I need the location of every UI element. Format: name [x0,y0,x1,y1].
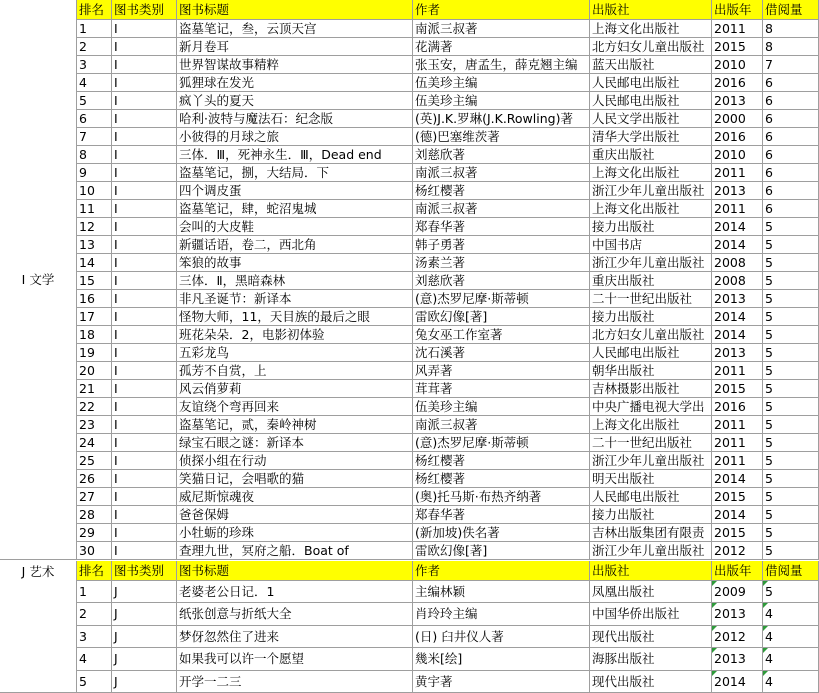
year-cell[interactable]: 2008 [712,254,763,272]
rank-cell[interactable]: 21 [77,380,112,398]
rank-cell[interactable]: 4 [77,648,112,670]
rank-cell[interactable]: 2 [77,603,112,625]
header-category[interactable]: 图书类别 [112,0,177,20]
title-cell[interactable]: 查理九世，冥府之船．Boat of [177,542,413,560]
rank-cell[interactable]: 2 [77,38,112,56]
category-cell[interactable]: I [112,236,177,254]
title-cell[interactable]: 盗墓笔记，肆，蛇沼鬼城 [177,200,413,218]
rank-cell[interactable]: 30 [77,542,112,560]
header-rank[interactable]: 排名 [77,0,112,20]
year-cell[interactable]: 2016 [712,128,763,146]
category-cell[interactable]: I [112,146,177,164]
rank-cell[interactable]: 3 [77,56,112,74]
rank-cell[interactable]: 22 [77,398,112,416]
loans-cell[interactable]: 7 [763,56,819,74]
category-cell[interactable]: I [112,398,177,416]
year-cell[interactable]: 2016 [712,74,763,92]
author-cell[interactable]: 刘慈欣著 [413,146,590,164]
category-cell[interactable]: I [112,326,177,344]
author-cell[interactable]: 刘慈欣著 [413,272,590,290]
author-cell[interactable]: 幾米[绘] [413,648,590,670]
header-title[interactable]: 图书标题 [177,0,413,20]
author-cell[interactable]: 汤素兰著 [413,254,590,272]
title-cell[interactable]: 疯丫头的夏天 [177,92,413,110]
loans-cell[interactable]: 5 [763,380,819,398]
author-cell[interactable]: 郑春华著 [413,506,590,524]
author-cell[interactable]: 主编林颖 [413,581,590,603]
loans-cell[interactable]: 5 [763,236,819,254]
title-cell[interactable]: 笨狼的故事 [177,254,413,272]
loans-cell[interactable]: 5 [763,362,819,380]
author-cell[interactable]: (德)巴塞维茨著 [413,128,590,146]
title-cell[interactable]: 盗墓笔记，捌，大结局．下 [177,164,413,182]
rank-cell[interactable]: 9 [77,164,112,182]
title-cell[interactable]: 狐狸球在发光 [177,74,413,92]
loans-cell[interactable]: 8 [763,20,819,38]
number-stored-as-text-indicator [712,626,717,631]
header-author[interactable]: 作者 [413,561,590,581]
title-cell[interactable]: 三体．Ⅲ，死神永生．Ⅲ，Dead end [177,146,413,164]
year-cell[interactable]: 2009 [712,581,763,603]
loans-cell[interactable]: 4 [763,603,819,625]
number-stored-as-text-indicator [763,671,768,676]
category-cell[interactable]: J [112,671,177,693]
loans-cell[interactable]: 5 [763,398,819,416]
category-cell[interactable]: I [112,38,177,56]
number-stored-as-text-indicator [763,581,768,586]
publisher-cell[interactable]: 浙江少年儿童出版社 [590,542,712,560]
category-cell[interactable]: I [112,128,177,146]
author-cell[interactable]: (新加坡)佚名著 [413,524,590,542]
category-cell[interactable]: I [112,200,177,218]
title-cell[interactable]: 会叫的大皮鞋 [177,218,413,236]
publisher-cell[interactable]: 中央广播电视大学出 [590,398,712,416]
loans-cell[interactable]: 6 [763,110,819,128]
publisher-cell[interactable]: 蓝天出版社 [590,56,712,74]
loans-cell[interactable]: 5 [763,470,819,488]
title-cell[interactable]: 绿宝石眼之谜：新译本 [177,434,413,452]
title-cell[interactable]: 班花朵朵．2，电影初体验 [177,326,413,344]
year-cell[interactable]: 2013 [712,344,763,362]
loans-cell[interactable]: 5 [763,326,819,344]
year-cell[interactable]: 2013 [712,92,763,110]
author-cell[interactable]: (意)杰罗尼摩·斯蒂顿 [413,434,590,452]
category-cell[interactable]: I [112,434,177,452]
rank-cell[interactable]: 26 [77,470,112,488]
loans-cell[interactable]: 5 [763,524,819,542]
loans-cell[interactable]: 5 [763,581,819,603]
rank-cell[interactable]: 14 [77,254,112,272]
header-publisher[interactable]: 出版社 [590,561,712,581]
number-stored-as-text-indicator [712,671,717,676]
loans-cell[interactable]: 6 [763,200,819,218]
rank-cell[interactable]: 1 [77,20,112,38]
year-cell[interactable]: 2013 [712,182,763,200]
rank-cell[interactable]: 7 [77,128,112,146]
publisher-cell[interactable]: 二十一世纪出版社 [590,290,712,308]
publisher-cell[interactable]: 人民文学出版社 [590,110,712,128]
year-cell[interactable]: 2011 [712,434,763,452]
loans-cell[interactable]: 5 [763,452,819,470]
category-cell[interactable]: I [112,470,177,488]
number-stored-as-text-indicator [712,603,717,608]
rank-cell[interactable]: 13 [77,236,112,254]
loans-cell[interactable]: 8 [763,38,819,56]
title-cell[interactable]: 哈利·波特与魔法石：纪念版 [177,110,413,128]
title-cell[interactable]: 威尼斯惊魂夜 [177,488,413,506]
category-cell[interactable]: I [112,92,177,110]
loans-cell[interactable]: 6 [763,182,819,200]
rank-cell[interactable]: 6 [77,110,112,128]
rank-cell[interactable]: 19 [77,344,112,362]
title-cell[interactable]: 笑猫日记，会唱歌的猫 [177,470,413,488]
author-cell[interactable]: 兔女巫工作室著 [413,326,590,344]
year-cell[interactable]: 2016 [712,398,763,416]
category-cell[interactable]: I [112,488,177,506]
author-cell[interactable]: 杨红樱著 [413,470,590,488]
title-cell[interactable]: 孤芳不自赏，上 [177,362,413,380]
year-cell[interactable]: 2015 [712,488,763,506]
year-cell[interactable]: 2014 [712,671,763,693]
author-cell[interactable]: 南派三叔著 [413,200,590,218]
author-cell[interactable]: 风弄著 [413,362,590,380]
header-author[interactable]: 作者 [413,0,590,20]
author-cell[interactable]: (英)J.K.罗琳(J.K.Rowling)著 [413,110,590,128]
category-cell[interactable]: I [112,56,177,74]
year-cell[interactable]: 2012 [712,542,763,560]
loans-cell[interactable]: 6 [763,164,819,182]
publisher-cell[interactable]: 浙江少年儿童出版社 [590,254,712,272]
title-cell[interactable]: 老婆老公日记．1 [177,581,413,603]
section-label[interactable]: J 艺术 [0,561,77,693]
author-cell[interactable]: (意)杰罗尼摩·斯蒂顿 [413,290,590,308]
publisher-cell[interactable]: 重庆出版社 [590,272,712,290]
author-cell[interactable]: 郑春华著 [413,218,590,236]
year-cell[interactable]: 2014 [712,326,763,344]
loans-cell[interactable]: 5 [763,542,819,560]
rank-cell[interactable]: 24 [77,434,112,452]
publisher-cell[interactable]: 中国书店 [590,236,712,254]
title-cell[interactable]: 爸爸保姆 [177,506,413,524]
author-cell[interactable]: 肖玲玲主编 [413,603,590,625]
publisher-cell[interactable]: 接力出版社 [590,308,712,326]
year-cell[interactable]: 2013 [712,603,763,625]
loans-cell[interactable]: 5 [763,506,819,524]
number-stored-as-text-indicator [712,581,717,586]
year-cell[interactable]: 2011 [712,20,763,38]
year-cell[interactable]: 2014 [712,308,763,326]
author-cell[interactable]: 雷欧幻像[著] [413,542,590,560]
year-cell[interactable]: 2014 [712,506,763,524]
loans-cell[interactable]: 4 [763,648,819,670]
rank-cell[interactable]: 20 [77,362,112,380]
author-cell[interactable]: 南派三叔著 [413,164,590,182]
title-cell[interactable]: 四个调皮蛋 [177,182,413,200]
category-cell[interactable]: I [112,344,177,362]
publisher-cell[interactable]: 上海文化出版社 [590,164,712,182]
publisher-cell[interactable]: 人民邮电出版社 [590,92,712,110]
title-cell[interactable]: 新月卷耳 [177,38,413,56]
title-cell[interactable]: 小彼得的月球之旅 [177,128,413,146]
author-cell[interactable]: 花满著 [413,38,590,56]
publisher-cell[interactable]: 吉林摄影出版社 [590,380,712,398]
category-cell[interactable]: I [112,20,177,38]
category-cell[interactable]: I [112,362,177,380]
year-cell[interactable]: 2000 [712,110,763,128]
publisher-cell[interactable]: 上海文化出版社 [590,200,712,218]
author-cell[interactable]: 茸茸著 [413,380,590,398]
loans-cell[interactable]: 5 [763,434,819,452]
title-cell[interactable]: 梦伢忽然住了进来 [177,626,413,648]
loans-cell[interactable]: 6 [763,92,819,110]
header-category[interactable]: 图书类别 [112,561,177,581]
category-cell[interactable]: I [112,416,177,434]
category-cell[interactable]: I [112,218,177,236]
rank-cell[interactable]: 27 [77,488,112,506]
title-cell[interactable]: 如果我可以许一个愿望 [177,648,413,670]
author-cell[interactable]: 伍美珍主编 [413,74,590,92]
year-cell[interactable]: 2013 [712,648,763,670]
publisher-cell[interactable]: 上海文化出版社 [590,416,712,434]
title-cell[interactable]: 开学一二三 [177,671,413,693]
title-cell[interactable]: 五彩龙鸟 [177,344,413,362]
category-cell[interactable]: J [112,581,177,603]
rank-cell[interactable]: 3 [77,626,112,648]
publisher-cell[interactable]: 现代出版社 [590,671,712,693]
category-cell[interactable]: J [112,648,177,670]
publisher-cell[interactable]: 吉林出版集团有限责 [590,524,712,542]
publisher-cell[interactable]: 浙江少年儿童出版社 [590,182,712,200]
year-cell[interactable]: 2011 [712,164,763,182]
header-year[interactable]: 出版年 [712,561,763,581]
publisher-cell[interactable]: 人民邮电出版社 [590,344,712,362]
year-cell[interactable]: 2014 [712,236,763,254]
category-cell[interactable]: I [112,308,177,326]
publisher-cell[interactable]: 接力出版社 [590,506,712,524]
loans-cell[interactable]: 6 [763,146,819,164]
publisher-cell[interactable]: 清华大学出版社 [590,128,712,146]
loans-cell[interactable]: 6 [763,74,819,92]
publisher-cell[interactable]: 海豚出版社 [590,648,712,670]
publisher-cell[interactable]: 人民邮电出版社 [590,74,712,92]
rank-cell[interactable]: 10 [77,182,112,200]
header-loans[interactable]: 借阅量 [763,561,819,581]
title-cell[interactable]: 怪物大师，11，天目族的最后之眼 [177,308,413,326]
rank-cell[interactable]: 18 [77,326,112,344]
publisher-cell[interactable]: 朝华出版社 [590,362,712,380]
year-cell[interactable]: 2015 [712,524,763,542]
category-cell[interactable]: I [112,164,177,182]
rank-cell[interactable]: 11 [77,200,112,218]
year-cell[interactable]: 2012 [712,626,763,648]
publisher-cell[interactable]: 二十一世纪出版社 [590,434,712,452]
year-cell[interactable]: 2010 [712,56,763,74]
loans-cell[interactable]: 5 [763,308,819,326]
year-cell[interactable]: 2014 [712,218,763,236]
publisher-cell[interactable]: 接力出版社 [590,218,712,236]
publisher-cell[interactable]: 中国华侨出版社 [590,603,712,625]
number-stored-as-text-indicator [763,648,768,653]
rank-cell[interactable]: 12 [77,218,112,236]
loans-cell[interactable]: 5 [763,272,819,290]
author-cell[interactable]: (奥)托马斯·布热齐纳著 [413,488,590,506]
category-cell[interactable]: I [112,506,177,524]
year-cell[interactable]: 2011 [712,452,763,470]
author-cell[interactable]: 杨红樱著 [413,452,590,470]
loans-cell[interactable]: 5 [763,290,819,308]
section-label[interactable]: I 文学 [0,0,77,560]
number-stored-as-text-indicator [712,648,717,653]
author-cell[interactable]: (日) 臼井仪人著 [413,626,590,648]
year-cell[interactable]: 2010 [712,146,763,164]
rank-cell[interactable]: 25 [77,452,112,470]
title-cell[interactable]: 小牡蛎的珍珠 [177,524,413,542]
category-cell[interactable]: I [112,542,177,560]
publisher-cell[interactable]: 北方妇女儿童出版社 [590,38,712,56]
loans-cell[interactable]: 6 [763,128,819,146]
title-cell[interactable]: 新疆话语，卷二，西北角 [177,236,413,254]
loans-cell[interactable]: 5 [763,416,819,434]
loans-cell[interactable]: 5 [763,218,819,236]
year-cell[interactable]: 2011 [712,416,763,434]
rank-cell[interactable]: 5 [77,92,112,110]
year-cell[interactable]: 2011 [712,200,763,218]
category-cell[interactable]: I [112,254,177,272]
author-cell[interactable]: 雷欧幻像[著] [413,308,590,326]
publisher-cell[interactable]: 现代出版社 [590,626,712,648]
rank-cell[interactable]: 8 [77,146,112,164]
header-year[interactable]: 出版年 [712,0,763,20]
title-cell[interactable]: 盗墓笔记，贰，秦岭神树 [177,416,413,434]
author-cell[interactable]: 沈石溪著 [413,344,590,362]
title-cell[interactable]: 三体．Ⅱ，黑暗森林 [177,272,413,290]
header-title[interactable]: 图书标题 [177,561,413,581]
year-cell[interactable]: 2013 [712,290,763,308]
category-cell[interactable]: I [112,110,177,128]
rank-cell[interactable]: 28 [77,506,112,524]
category-cell[interactable]: I [112,524,177,542]
rank-cell[interactable]: 23 [77,416,112,434]
title-cell[interactable]: 友谊绕个弯再回来 [177,398,413,416]
rank-cell[interactable]: 1 [77,581,112,603]
number-stored-as-text-indicator [763,626,768,631]
year-cell[interactable]: 2015 [712,380,763,398]
rank-cell[interactable]: 17 [77,308,112,326]
author-cell[interactable]: 伍美珍主编 [413,398,590,416]
year-cell[interactable]: 2011 [712,362,763,380]
rank-cell[interactable]: 5 [77,671,112,693]
author-cell[interactable]: 南派三叔著 [413,416,590,434]
header-loans[interactable]: 借阅量 [763,0,819,20]
rank-cell[interactable]: 15 [77,272,112,290]
publisher-cell[interactable]: 浙江少年儿童出版社 [590,452,712,470]
publisher-cell[interactable]: 上海文化出版社 [590,20,712,38]
title-cell[interactable]: 侦探小组在行动 [177,452,413,470]
title-cell[interactable]: 纸张创意与折纸大全 [177,603,413,625]
loans-cell[interactable]: 5 [763,344,819,362]
category-cell[interactable]: I [112,452,177,470]
loans-cell[interactable]: 5 [763,488,819,506]
title-cell[interactable]: 风云俏萝莉 [177,380,413,398]
loans-cell[interactable]: 4 [763,671,819,693]
rank-cell[interactable]: 29 [77,524,112,542]
publisher-cell[interactable]: 明天出版社 [590,470,712,488]
category-cell[interactable]: I [112,272,177,290]
category-cell[interactable]: I [112,182,177,200]
author-cell[interactable]: 杨红樱著 [413,182,590,200]
author-cell[interactable]: 张玉安，唐孟生，薛克翘主编 [413,56,590,74]
loans-cell[interactable]: 5 [763,254,819,272]
year-cell[interactable]: 2008 [712,272,763,290]
number-stored-as-text-indicator [763,603,768,608]
title-cell[interactable]: 世界智谋故事精粹 [177,56,413,74]
rank-cell[interactable]: 16 [77,290,112,308]
publisher-cell[interactable]: 凤凰出版社 [590,581,712,603]
author-cell[interactable]: 黄宇著 [413,671,590,693]
year-cell[interactable]: 2015 [712,38,763,56]
category-cell[interactable]: I [112,380,177,398]
author-cell[interactable]: 南派三叔著 [413,20,590,38]
category-cell[interactable]: J [112,626,177,648]
rank-cell[interactable]: 4 [77,74,112,92]
publisher-cell[interactable]: 重庆出版社 [590,146,712,164]
header-rank[interactable]: 排名 [77,561,112,581]
publisher-cell[interactable]: 人民邮电出版社 [590,488,712,506]
year-cell[interactable]: 2014 [712,470,763,488]
loans-cell[interactable]: 4 [763,626,819,648]
author-cell[interactable]: 韩子勇著 [413,236,590,254]
category-cell[interactable]: J [112,603,177,625]
title-cell[interactable]: 盗墓笔记，叁，云顶天宫 [177,20,413,38]
header-publisher[interactable]: 出版社 [590,0,712,20]
category-cell[interactable]: I [112,74,177,92]
author-cell[interactable]: 伍美珍主编 [413,92,590,110]
category-cell[interactable]: I [112,290,177,308]
publisher-cell[interactable]: 北方妇女儿童出版社 [590,326,712,344]
title-cell[interactable]: 非凡圣诞节：新译本 [177,290,413,308]
